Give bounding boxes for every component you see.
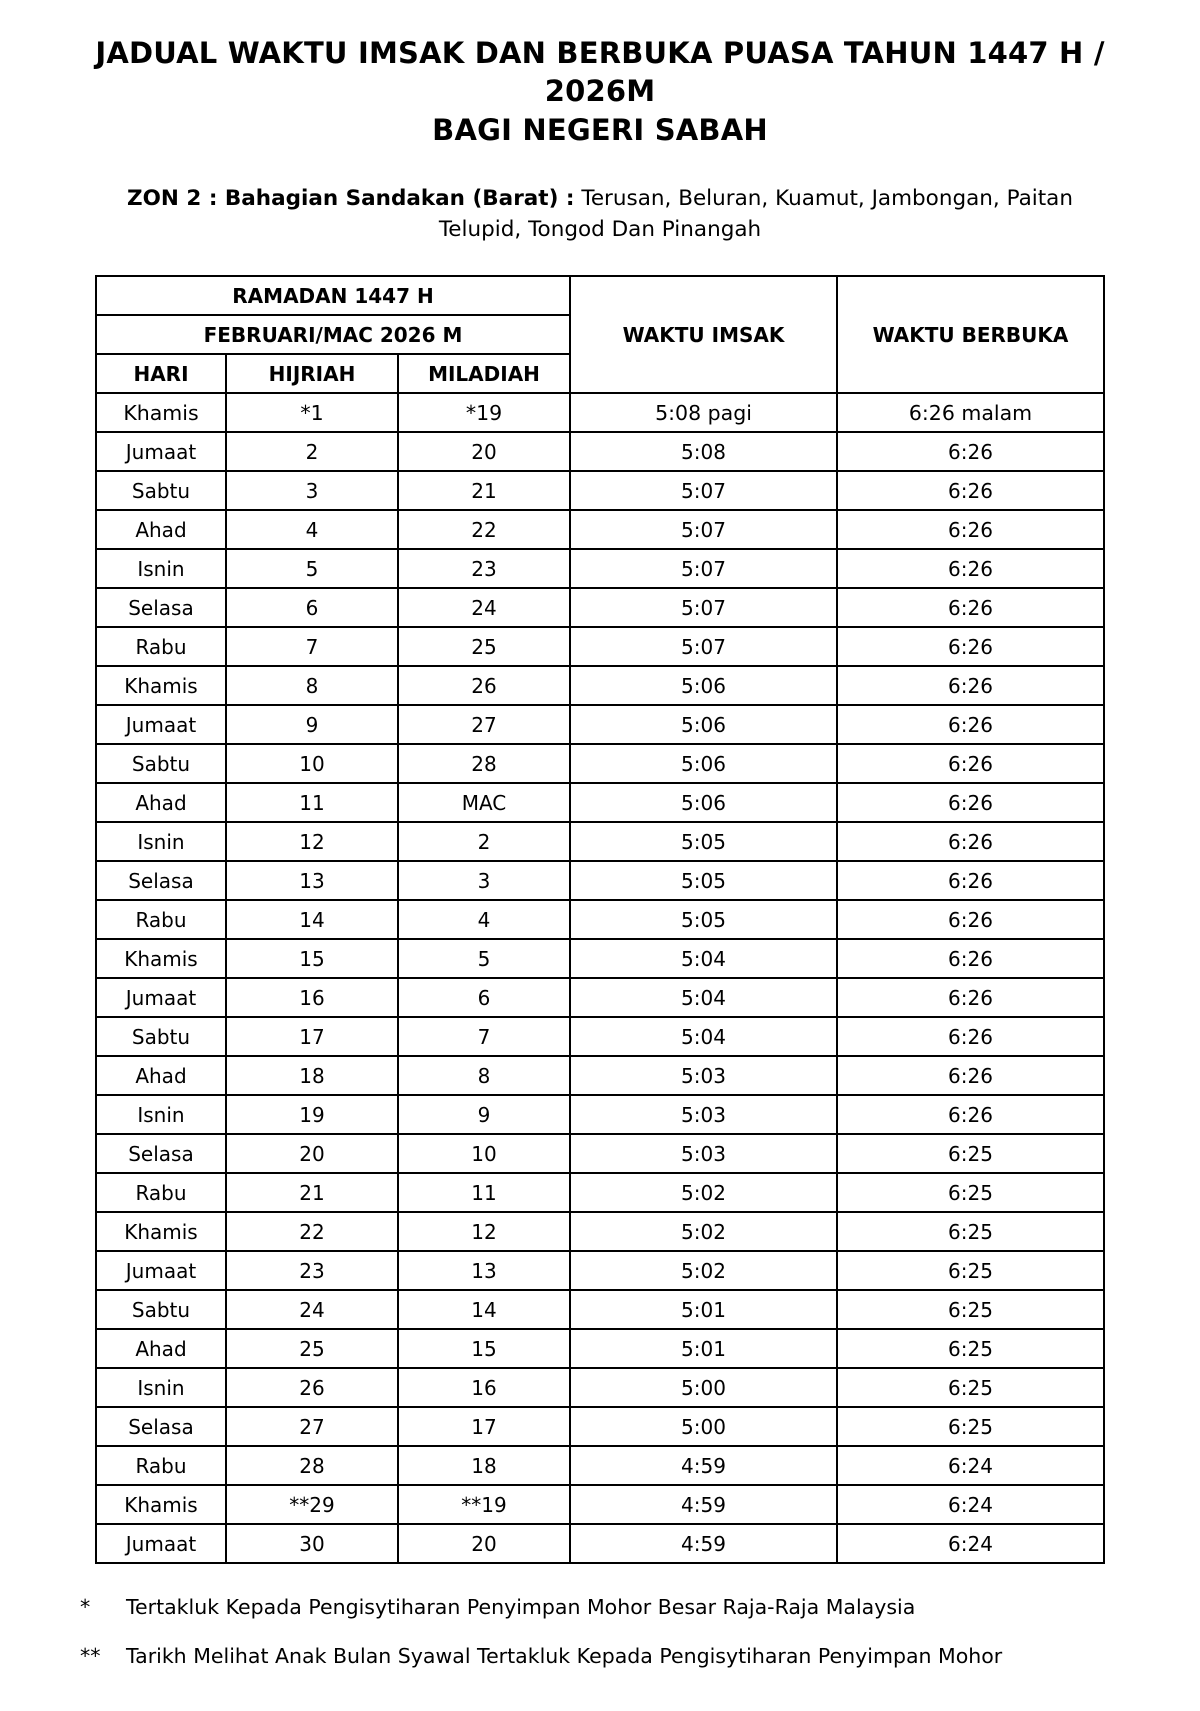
footnote-marker: * xyxy=(80,1595,91,1620)
cell-berbuka: 6:26 xyxy=(837,1017,1104,1056)
table-row xyxy=(96,1290,1104,1329)
cell-berbuka: 6:26 xyxy=(837,900,1104,939)
cell-miladiah: 3 xyxy=(398,861,570,900)
cell-hari: Khamis xyxy=(96,939,226,978)
cell-hari: Rabu xyxy=(96,1173,226,1212)
footnote xyxy=(80,1643,1120,1670)
cell-imsak: 5:03 xyxy=(570,1056,837,1095)
cell-hari: Isnin xyxy=(96,549,226,588)
table-row xyxy=(96,900,1104,939)
cell-berbuka: 6:26 xyxy=(837,627,1104,666)
cell-hari: Rabu xyxy=(96,900,226,939)
cell-hari: Selasa xyxy=(96,1407,226,1446)
cell-hari: Jumaat xyxy=(96,432,226,471)
table-row xyxy=(96,1446,1104,1485)
cell-berbuka: 6:26 xyxy=(837,510,1104,549)
cell-berbuka: 6:25 xyxy=(837,1251,1104,1290)
cell-hijriah: 12 xyxy=(226,822,398,861)
cell-imsak: 5:03 xyxy=(570,1095,837,1134)
cell-miladiah: 24 xyxy=(398,588,570,627)
table-row xyxy=(96,1407,1104,1446)
cell-hijriah: 27 xyxy=(226,1407,398,1446)
cell-berbuka: 6:24 xyxy=(837,1485,1104,1524)
table-row xyxy=(96,1485,1104,1524)
table-row xyxy=(96,705,1104,744)
cell-hijriah: 17 xyxy=(226,1017,398,1056)
cell-hari: Jumaat xyxy=(96,1251,226,1290)
cell-miladiah: 8 xyxy=(398,1056,570,1095)
cell-berbuka: 6:25 xyxy=(837,1368,1104,1407)
table-row xyxy=(96,822,1104,861)
cell-miladiah: *19 xyxy=(398,393,570,432)
cell-miladiah: 18 xyxy=(398,1446,570,1485)
cell-hijriah: 20 xyxy=(226,1134,398,1173)
cell-miladiah: 9 xyxy=(398,1095,570,1134)
cell-berbuka: 6:26 xyxy=(837,861,1104,900)
cell-hijriah: 5 xyxy=(226,549,398,588)
cell-berbuka: 6:26 xyxy=(837,744,1104,783)
cell-hijriah: 3 xyxy=(226,471,398,510)
table-body xyxy=(96,393,1104,1563)
cell-hijriah: 7 xyxy=(226,627,398,666)
table-row xyxy=(96,1368,1104,1407)
header-ramadan: RAMADAN 1447 H xyxy=(96,276,570,315)
cell-hari: Ahad xyxy=(96,1056,226,1095)
table-row xyxy=(96,1212,1104,1251)
cell-berbuka: 6:24 xyxy=(837,1446,1104,1485)
cell-hari: Khamis xyxy=(96,666,226,705)
header-waktu-imsak: WAKTU IMSAK xyxy=(570,276,837,393)
cell-berbuka: 6:26 xyxy=(837,1056,1104,1095)
table-row xyxy=(96,1524,1104,1563)
cell-hijriah: 10 xyxy=(226,744,398,783)
cell-hari: Selasa xyxy=(96,1134,226,1173)
cell-hijriah: 26 xyxy=(226,1368,398,1407)
cell-hijriah: 18 xyxy=(226,1056,398,1095)
table-head xyxy=(96,276,1104,393)
footnote-text: Tarikh Melihat Anak Bulan Syawal Tertakluk Kepada Pengisytiharan Penyimpan Mohor xyxy=(126,1643,1003,1668)
cell-miladiah: 16 xyxy=(398,1368,570,1407)
cell-hari: Isnin xyxy=(96,1095,226,1134)
cell-berbuka: 6:25 xyxy=(837,1329,1104,1368)
cell-berbuka: 6:26 xyxy=(837,783,1104,822)
cell-miladiah: 23 xyxy=(398,549,570,588)
cell-hari: Isnin xyxy=(96,1368,226,1407)
cell-berbuka: 6:25 xyxy=(837,1173,1104,1212)
cell-berbuka: 6:26 xyxy=(837,432,1104,471)
cell-hijriah: 16 xyxy=(226,978,398,1017)
cell-berbuka: 6:26 xyxy=(837,588,1104,627)
cell-miladiah: 5 xyxy=(398,939,570,978)
header-waktu-berbuka: WAKTU BERBUKA xyxy=(837,276,1104,393)
zone-places-line-2: Telupid, Tongod Dan Pinangah xyxy=(438,216,762,242)
table-row xyxy=(96,510,1104,549)
cell-hijriah: 24 xyxy=(226,1290,398,1329)
table-row xyxy=(96,744,1104,783)
cell-hari: Ahad xyxy=(96,510,226,549)
cell-berbuka: 6:26 xyxy=(837,705,1104,744)
cell-miladiah: 4 xyxy=(398,900,570,939)
cell-hijriah: **29 xyxy=(226,1485,398,1524)
cell-hijriah: 23 xyxy=(226,1251,398,1290)
cell-hijriah: 9 xyxy=(226,705,398,744)
footnote xyxy=(80,1594,1120,1621)
cell-hari: Selasa xyxy=(96,861,226,900)
footnotes xyxy=(80,1594,1120,1669)
cell-imsak: 5:00 xyxy=(570,1407,837,1446)
cell-imsak: 5:07 xyxy=(570,471,837,510)
cell-hijriah: 15 xyxy=(226,939,398,978)
cell-miladiah: 22 xyxy=(398,510,570,549)
cell-hijriah: 22 xyxy=(226,1212,398,1251)
zone-subtitle xyxy=(40,183,1160,245)
cell-miladiah: 20 xyxy=(398,432,570,471)
cell-hari: Khamis xyxy=(96,1212,226,1251)
cell-hari: Jumaat xyxy=(96,705,226,744)
cell-hari: Rabu xyxy=(96,1446,226,1485)
cell-berbuka: 6:24 xyxy=(837,1524,1104,1563)
cell-imsak: 5:05 xyxy=(570,900,837,939)
table-row xyxy=(96,1017,1104,1056)
title-line-2: BAGI NEGERI SABAH xyxy=(432,112,768,147)
cell-imsak: 5:04 xyxy=(570,939,837,978)
cell-miladiah: 2 xyxy=(398,822,570,861)
cell-hijriah: 8 xyxy=(226,666,398,705)
cell-hijriah: 21 xyxy=(226,1173,398,1212)
cell-miladiah: 17 xyxy=(398,1407,570,1446)
cell-imsak: 5:03 xyxy=(570,1134,837,1173)
cell-imsak: 5:05 xyxy=(570,822,837,861)
cell-imsak: 5:01 xyxy=(570,1290,837,1329)
cell-imsak: 5:07 xyxy=(570,588,837,627)
cell-imsak: 4:59 xyxy=(570,1524,837,1563)
cell-berbuka: 6:26 malam xyxy=(837,393,1104,432)
cell-miladiah: 14 xyxy=(398,1290,570,1329)
cell-imsak: 5:05 xyxy=(570,861,837,900)
table-row xyxy=(96,1173,1104,1212)
cell-miladiah: MAC xyxy=(398,783,570,822)
title-line-1: JADUAL WAKTU IMSAK DAN BERBUKA PUASA TAHUN 1447 H / 2026M xyxy=(95,36,1105,109)
cell-miladiah: 25 xyxy=(398,627,570,666)
cell-imsak: 4:59 xyxy=(570,1485,837,1524)
table-row xyxy=(96,783,1104,822)
cell-berbuka: 6:26 xyxy=(837,822,1104,861)
zone-places-line-1: Terusan, Beluran, Kuamut, Jambongan, Paitan xyxy=(581,185,1073,211)
cell-imsak: 5:08 xyxy=(570,432,837,471)
header-hijriah: HIJRIAH xyxy=(226,354,398,393)
cell-hari: Isnin xyxy=(96,822,226,861)
prayer-times-table xyxy=(95,275,1105,1564)
cell-imsak: 4:59 xyxy=(570,1446,837,1485)
cell-miladiah: 28 xyxy=(398,744,570,783)
table-row xyxy=(96,666,1104,705)
cell-imsak: 5:06 xyxy=(570,666,837,705)
cell-miladiah: 7 xyxy=(398,1017,570,1056)
cell-imsak: 5:02 xyxy=(570,1212,837,1251)
cell-hari: Jumaat xyxy=(96,1524,226,1563)
cell-hijriah: 25 xyxy=(226,1329,398,1368)
cell-berbuka: 6:25 xyxy=(837,1290,1104,1329)
table-row xyxy=(96,978,1104,1017)
cell-hari: Ahad xyxy=(96,783,226,822)
cell-berbuka: 6:25 xyxy=(837,1212,1104,1251)
table-row xyxy=(96,471,1104,510)
cell-berbuka: 6:26 xyxy=(837,978,1104,1017)
table-row xyxy=(96,588,1104,627)
cell-hijriah: 14 xyxy=(226,900,398,939)
footnote-text: Tertakluk Kepada Pengisytiharan Penyimpan Mohor Besar Raja-Raja Malaysia xyxy=(126,1595,916,1620)
table-header-row-1 xyxy=(96,276,1104,315)
cell-hari: Rabu xyxy=(96,627,226,666)
table-row xyxy=(96,1056,1104,1095)
cell-imsak: 5:08 pagi xyxy=(570,393,837,432)
cell-miladiah: 11 xyxy=(398,1173,570,1212)
cell-berbuka: 6:26 xyxy=(837,471,1104,510)
table-row xyxy=(96,861,1104,900)
cell-imsak: 5:07 xyxy=(570,510,837,549)
cell-miladiah: 12 xyxy=(398,1212,570,1251)
cell-imsak: 5:06 xyxy=(570,783,837,822)
cell-hari: Sabtu xyxy=(96,1290,226,1329)
header-bulan: FEBRUARI/MAC 2026 M xyxy=(96,315,570,354)
cell-hari: Sabtu xyxy=(96,744,226,783)
cell-miladiah: 10 xyxy=(398,1134,570,1173)
header-hari: HARI xyxy=(96,354,226,393)
table-row xyxy=(96,393,1104,432)
table-row xyxy=(96,1134,1104,1173)
cell-miladiah: 13 xyxy=(398,1251,570,1290)
cell-hari: Khamis xyxy=(96,393,226,432)
cell-hijriah: 6 xyxy=(226,588,398,627)
table-row xyxy=(96,1329,1104,1368)
cell-imsak: 5:04 xyxy=(570,1017,837,1056)
cell-hijriah: 30 xyxy=(226,1524,398,1563)
footnote-marker: ** xyxy=(80,1643,101,1668)
cell-miladiah: 6 xyxy=(398,978,570,1017)
cell-imsak: 5:01 xyxy=(570,1329,837,1368)
cell-miladiah: 27 xyxy=(398,705,570,744)
cell-berbuka: 6:26 xyxy=(837,666,1104,705)
cell-hijriah: 4 xyxy=(226,510,398,549)
cell-imsak: 5:06 xyxy=(570,705,837,744)
cell-imsak: 5:07 xyxy=(570,549,837,588)
cell-hijriah: *1 xyxy=(226,393,398,432)
cell-imsak: 5:02 xyxy=(570,1251,837,1290)
cell-hari: Selasa xyxy=(96,588,226,627)
page-title xyxy=(40,34,1160,149)
cell-berbuka: 6:26 xyxy=(837,549,1104,588)
cell-hijriah: 19 xyxy=(226,1095,398,1134)
cell-hijriah: 13 xyxy=(226,861,398,900)
zone-label: ZON 2 : Bahagian Sandakan (Barat) : xyxy=(127,185,575,211)
cell-miladiah: **19 xyxy=(398,1485,570,1524)
cell-miladiah: 21 xyxy=(398,471,570,510)
cell-miladiah: 26 xyxy=(398,666,570,705)
zone-line-1 xyxy=(40,183,1160,214)
table-row xyxy=(96,939,1104,978)
cell-imsak: 5:04 xyxy=(570,978,837,1017)
cell-miladiah: 15 xyxy=(398,1329,570,1368)
cell-hijriah: 28 xyxy=(226,1446,398,1485)
cell-hari: Khamis xyxy=(96,1485,226,1524)
cell-hijriah: 2 xyxy=(226,432,398,471)
cell-miladiah: 20 xyxy=(398,1524,570,1563)
table-row xyxy=(96,627,1104,666)
cell-hijriah: 11 xyxy=(226,783,398,822)
cell-imsak: 5:07 xyxy=(570,627,837,666)
cell-imsak: 5:02 xyxy=(570,1173,837,1212)
table-row xyxy=(96,549,1104,588)
table-row xyxy=(96,1095,1104,1134)
cell-berbuka: 6:26 xyxy=(837,939,1104,978)
cell-berbuka: 6:25 xyxy=(837,1134,1104,1173)
cell-hari: Sabtu xyxy=(96,1017,226,1056)
cell-hari: Ahad xyxy=(96,1329,226,1368)
cell-hari: Jumaat xyxy=(96,978,226,1017)
table-row xyxy=(96,432,1104,471)
table-row xyxy=(96,1251,1104,1290)
cell-hari: Sabtu xyxy=(96,471,226,510)
cell-berbuka: 6:26 xyxy=(837,1095,1104,1134)
cell-imsak: 5:06 xyxy=(570,744,837,783)
cell-imsak: 5:00 xyxy=(570,1368,837,1407)
cell-berbuka: 6:25 xyxy=(837,1407,1104,1446)
header-miladiah: MILADIAH xyxy=(398,354,570,393)
